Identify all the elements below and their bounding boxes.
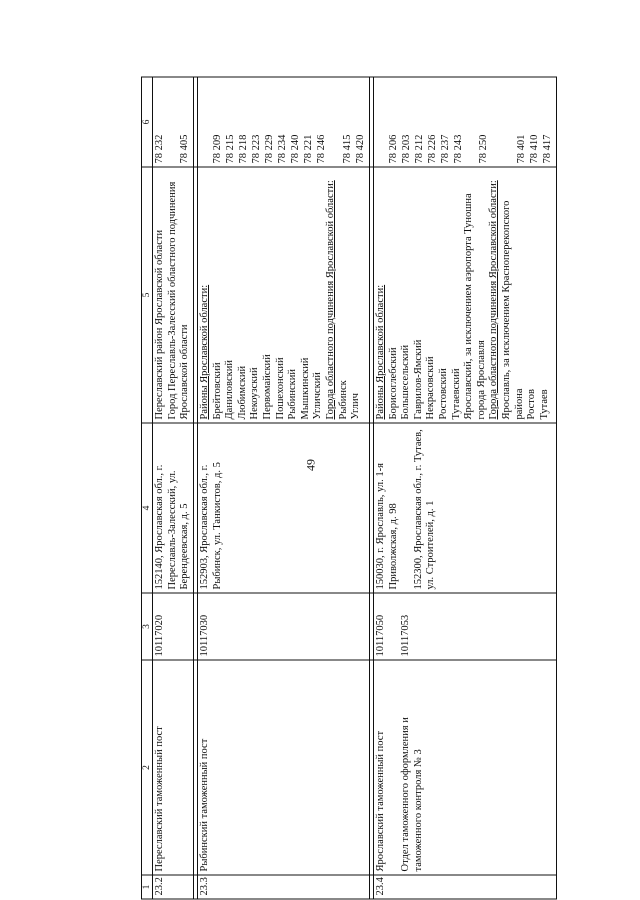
- region-code: [329, 81, 342, 164]
- address-cell: [153, 423, 194, 593]
- header-cell: 1: [142, 875, 153, 899]
- region-name: Тутаевский: [450, 368, 462, 420]
- region-name: Брейтовский: [211, 362, 223, 420]
- address: 152903, Ярославская обл., г. Рыбинск, ул. Танкистов, д. 5: [199, 462, 223, 590]
- region-name: Ростовский: [437, 368, 449, 420]
- customs-posts-table: [141, 77, 557, 900]
- spacer: [388, 597, 401, 657]
- region-name: Районы Ярославской области:: [375, 284, 386, 420]
- region-name: Любимский: [236, 365, 248, 420]
- post-name-cell: [198, 660, 370, 875]
- region-code: 78 246: [316, 134, 328, 164]
- region-code: 78 218: [238, 134, 250, 164]
- table-header-row: [142, 77, 153, 899]
- post-name-cell: [374, 660, 557, 875]
- region-cell: [153, 167, 194, 423]
- region-code: 78 240: [290, 134, 302, 164]
- region-name: Переславский район Ярославской области: [154, 229, 165, 420]
- header-cell: 6: [142, 77, 153, 167]
- spacer: [400, 427, 413, 590]
- region-code: 78 229: [264, 134, 276, 164]
- region-name: Ярославль, за исключением Красноперекопского района: [500, 200, 525, 420]
- post-code-cell: [198, 593, 370, 660]
- post-code: 10117030: [199, 614, 210, 657]
- table-row: [198, 77, 370, 899]
- region-name: Город Переславль-Залесский областного подчинения Ярославской области: [166, 181, 191, 420]
- spacer: [388, 664, 401, 872]
- header-cell: 3: [142, 593, 153, 660]
- region-code: [491, 81, 504, 164]
- address-cell: [374, 423, 557, 593]
- address-cell: [198, 423, 370, 593]
- region-name: Тутаев: [538, 389, 550, 420]
- region-name: Угличский: [312, 372, 324, 420]
- region-name: Города областного подчинения Ярославской области:: [488, 180, 500, 420]
- region-code: 78 221: [303, 134, 315, 164]
- region-code: 78 206: [388, 134, 400, 164]
- region-code: 78 410: [529, 134, 541, 164]
- table-row: [374, 77, 557, 899]
- region-code: [375, 81, 388, 164]
- post-name: Отдел таможенного оформления и таможенного контроля № 3: [400, 717, 424, 872]
- header-cell: 4: [142, 423, 153, 593]
- address: 152140, Ярославская обл., г. Переславль-Залесский, ул. Берендеевская, д. 5: [154, 464, 191, 590]
- row-number-cell: [374, 875, 557, 899]
- region-name: Города областного подчинения Ярославской области:: [324, 180, 336, 420]
- header-cell: 2: [142, 660, 153, 875]
- region-code: 78 232: [154, 134, 166, 164]
- region-name: Ярославский, за исключением аэропорта Туношна города Ярославля: [463, 193, 487, 420]
- post-code-cell: [153, 593, 194, 660]
- region-name: Мышкинский: [299, 357, 311, 420]
- row-number-cell: [153, 875, 194, 899]
- region-name: Рыбинск: [337, 380, 349, 420]
- region-name: Первомайский: [261, 354, 273, 420]
- region-name: Ростов: [526, 389, 538, 420]
- region-code: 78 226: [427, 134, 439, 164]
- oktmo-cell: [198, 77, 370, 167]
- oktmo-cell: [153, 77, 194, 167]
- region-cell: [198, 167, 370, 423]
- region-name: Рыбинский: [287, 369, 299, 420]
- address: 150030, г. Ярославль, ул. 1-я Приволжская, д. 98: [375, 463, 399, 590]
- region-name: Районы Ярославской области:: [199, 284, 210, 420]
- row-number-cell: [198, 875, 370, 899]
- post-code: 10117053: [400, 614, 412, 657]
- region-code: 78 243: [453, 134, 465, 164]
- region-code: 78 237: [440, 134, 452, 164]
- region-code: 78 209: [212, 134, 224, 164]
- region-name: Гаврилов-Ямский: [412, 339, 424, 420]
- table-row: [153, 77, 194, 899]
- region-name: Пошехонский: [274, 357, 286, 420]
- region-name: Некоузский: [249, 367, 261, 420]
- post-code: 10117020: [154, 614, 165, 657]
- region-name: Некрасовский: [425, 356, 437, 420]
- region-code: 78 234: [277, 134, 289, 164]
- header-cell: 5: [142, 167, 153, 423]
- region-name: Даниловский: [224, 360, 236, 420]
- post-name: Переславский таможенный пост: [154, 726, 165, 872]
- region-code: 78 212: [414, 134, 426, 164]
- post-name: Рыбинский таможенный пост: [199, 738, 210, 872]
- region-code: 78 417: [542, 134, 554, 164]
- region-code: [199, 81, 212, 164]
- post-name: Ярославский таможенный пост: [375, 730, 386, 872]
- post-code-cell: [374, 593, 557, 660]
- region-name: Углич: [350, 393, 362, 420]
- region-code: 78 215: [225, 134, 237, 164]
- row-number: 23.4: [375, 877, 386, 896]
- table-body: [153, 77, 557, 899]
- region-code: 78 420: [355, 134, 367, 164]
- region-code: 78 415: [342, 134, 354, 164]
- region-code: 78 250: [478, 134, 490, 164]
- region-code: 78 223: [251, 134, 263, 164]
- region-name: Большесельский: [400, 344, 412, 420]
- region-cell: [374, 167, 557, 423]
- oktmo-cell: [374, 77, 557, 167]
- region-name: Борисоглебский: [387, 347, 399, 420]
- region-code: 78 405: [179, 134, 191, 164]
- address: 152300, Ярославская обл., г. Тутаев, ул. Строителей, д. 1: [412, 429, 437, 590]
- row-number: 23.2: [154, 877, 165, 896]
- page-number: 49: [303, 459, 318, 471]
- post-name-cell: [153, 660, 194, 875]
- post-code: 10117050: [375, 614, 386, 657]
- region-code: 78 401: [516, 134, 528, 164]
- row-number: 23.3: [199, 877, 210, 896]
- region-code: 78 203: [401, 134, 413, 164]
